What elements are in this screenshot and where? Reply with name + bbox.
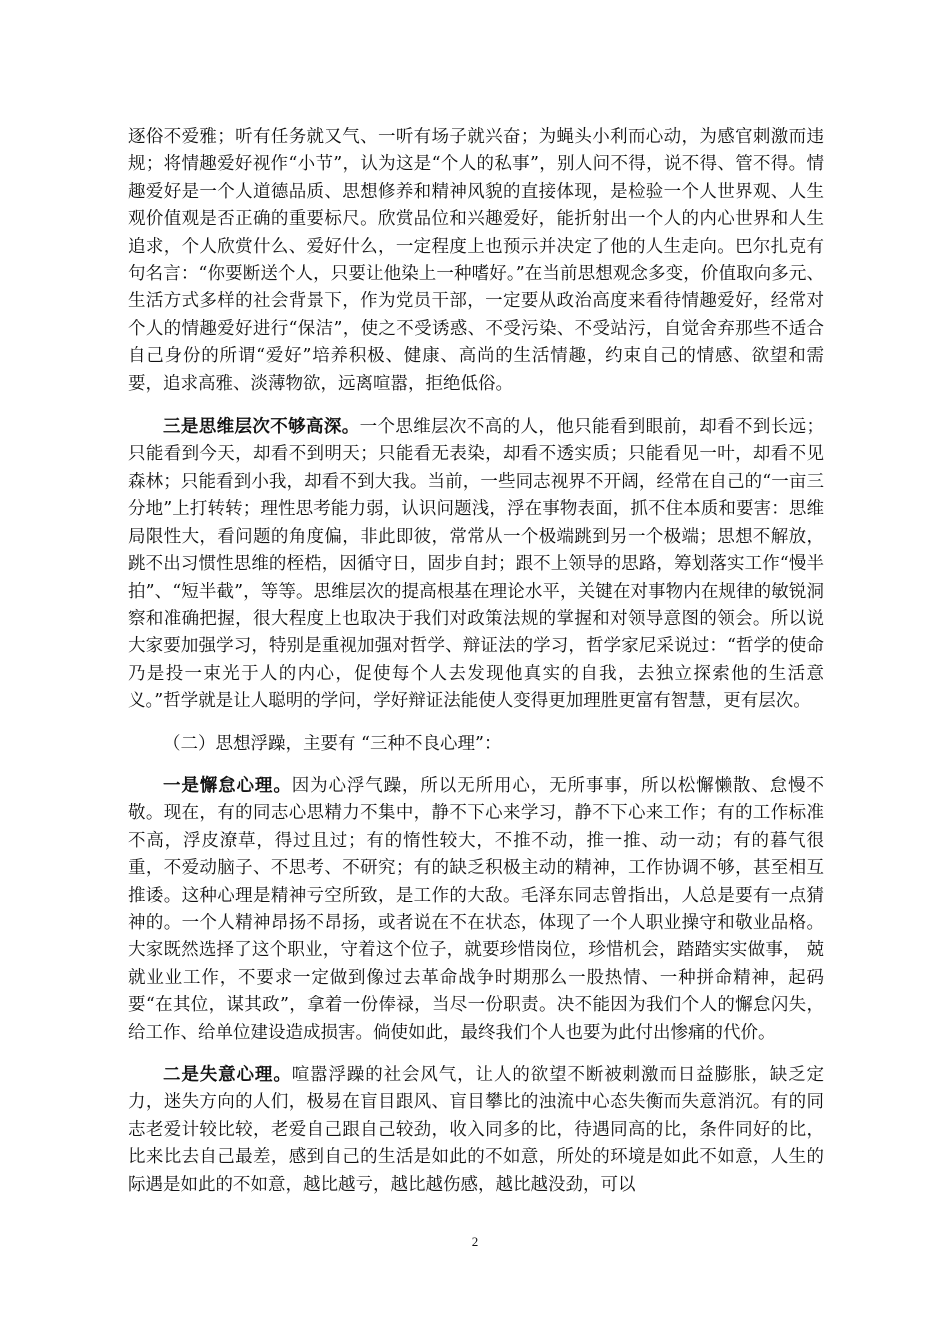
paragraph-body: 因为心浮气躁，所以无所用心，无所事事，所以松懈懒散、怠慢不敬。现在，有的同志心思精力不集中，静不下心来学习，静不下心来工作；有的工作标准不高，浮皮潦草，得过且过；有的惰性较大，不推不动，推一推、动一动；有的暮气很重，不爱动脑子、不思考、不研究；有的缺乏积极主动的精神，工作协调不够，甚至相互推诿。这种心理是精神亏空所致，是工作的大敌。毛泽东同志曾指出，人总是要有一点猜神的。一个人精神昂扬不昂扬，或者说在不在状态，体现了一个人职业操守和敬业品格。大家既然选择了这个职业，守着这个位子，就要珍惜岗位，珍惜机会，踏踏实实做事， 兢就业业工作，不要求一定做到像过去革命战争时期那么一股热情、一种拼命精神，起码要“在其位，谋其政”，拿着一份俸禄，当尽一份职责。决不能因为我们个人的懈怠闪失， 给工作、给单位建设造成损害。倘使如此，最终我们个人也要为此付出惨痛的代价。	[128, 775, 825, 1043]
paragraph-body: 喧嚣浮躁的社会风气，让人的欲望不断被刺激而日益膨胀，缺乏定力，迷失方向的人们，极易在盲目跟风、盲目攀比的浊流中心态失衡而失意消沉。有的同志老爱计较比较，老爱自己跟自己较劲，收入同多的比，待遇同高的比，条件同好的比，比来比去自己最差，感到自己的生活是如此的不如意，所处的环境是如此不如意，人生的际遇是如此的不如意，越比越亏，越比越伤感，越比越没劲，可以	[128, 1065, 825, 1195]
paragraph-body: 逐俗不爱雅；听有任务就又气、一听有场子就兴奋；为蝇头小利而心动，为感官刺激而违规；将情趣爱好视作“小节”，认为这是“个人的私事”，别人问不得，说不得、管不得。情趣爱好是一个人道德品质、思想修养和精神风貌的直接体现，是检验一个人世界观、人生观价值观是否正确的重要标尺。欣赏品位和兴趣爱好，能折射出一个人的内心世界和人生追求，个人欣赏什么、爱好什么，一定程度上也预示并决定了他的人生走向。巴尔扎克有句名言：“你要断送个人，只要让他染上一种嗜好。”在当前思想观念多变，价值取向多元、生活方式多样的社会背景下，作为党员干部，一定要从政治高度来看待情趣爱好，经常对个人的情趣爱好进行“保洁”，使之不受诱惑、不受污染、不受站污，自觉舍弃那些不适合自己身份的所谓“爱好”培养积极、健康、高尚的生活情趣，约束自己的情感、欲望和需要，追求高雅、淡薄物欲，远离喧嚣，拒绝低俗。	[128, 127, 824, 394]
document-page	[128, 124, 824, 1214]
section-heading: （二）思想浮躁，主要有 “三种不良心理”：	[163, 733, 502, 754]
paragraph-body: 一个思维层次不高的人，他只能看到眼前，却看不到长远；只能看到今天，却看不到明天；只能看无表染，却看不透实质；只能看见一叶，却看不见森林；只能看到小我，却看不到大我。当前，一些同志视界不开阔，经常在自己的“一亩三分地”上打转转；理性思考能力弱，认识问题浅，浮在事物表面，抓不住本质和要害：思维局限性大，看问题的角度偏，非此即彼，常常从一个极端跳到另一个极端；思想不解放，跳不出习惯性思维的桎梏，因循守日，固步自封；跟不上领导的思路，筹划落实工作“慢半拍”、“短半截”，等等。思维层次的提高根基在理论水平，关键在对事物内在规律的敏锐洞察和准确把握，很大程度上也取决于我们对政策法规的掌握和对领导意图的领会。所以说大家要加强学习，特别是重视加强对哲学、辩证法的学习，哲学家尼采说过：“哲学的使命乃是投一束光于人的内心，促使每个人去发现他真实的自我，去独立探索他的生活意义。”哲学就是让人聪明的学问，学好辩证法能使人变得更加理胜更富有智慧，更有层次。	[128, 417, 824, 712]
paragraph-slack-mentality	[128, 773, 824, 1047]
paragraph-lead: 三是思维层次不够高深。	[163, 417, 360, 438]
paragraph-taste-and-hobbies	[128, 124, 824, 398]
paragraph-lead: 一是懈怠心理。	[163, 775, 292, 796]
paragraph-thinking-level	[128, 414, 824, 715]
paragraph-lead: 二是失意心理。	[163, 1065, 292, 1085]
paragraph-frustration-mentality	[128, 1062, 824, 1199]
page-number: 2	[471, 1234, 479, 1249]
